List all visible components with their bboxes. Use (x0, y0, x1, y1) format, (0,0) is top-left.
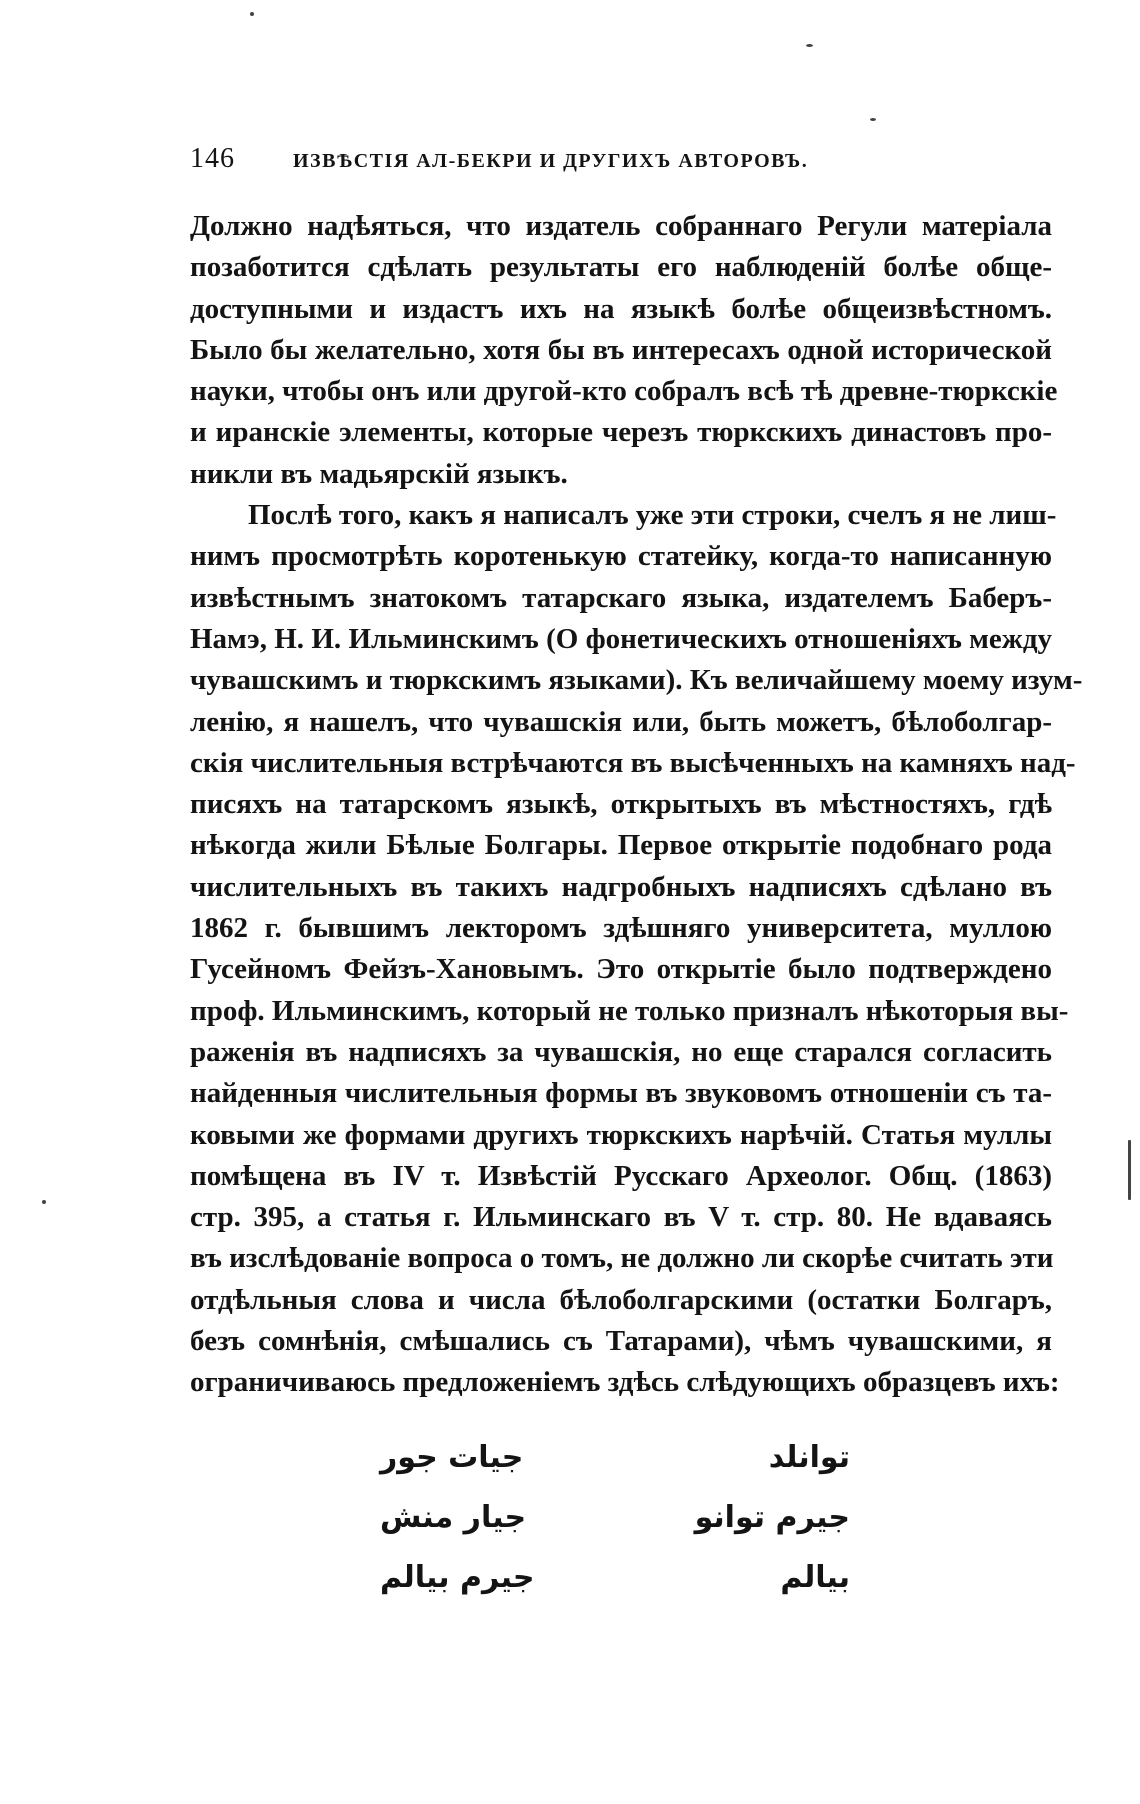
text-line: найденныя числительныя формы въ звуковомъ отношеніи съ та- (190, 1077, 1052, 1110)
text-line: ограничиваюсь предложеніемъ здѣсь слѣдующихъ образцевъ ихъ: (190, 1366, 1060, 1399)
text-line: стр. 395, а статья г. Ильминскаго въ V т. стр. 80. Не вдаваясь (190, 1201, 1052, 1234)
text-line: числительныхъ въ такихъ надгробныхъ надписяхъ сдѣлано въ (190, 870, 1052, 903)
text-line: Послѣ того, какъ я написалъ уже эти строки, счелъ я не лиш- (248, 499, 1057, 532)
text-line: ковыми же формами другихъ тюркскихъ нарѣчій. Статья муллы (190, 1118, 1052, 1151)
arabic-example-row (380, 1428, 850, 1488)
arabic-word: جيرم توانو (694, 1500, 850, 1535)
text-line: Должно надѣяться, что издатель собраннаго Регули матеріала (190, 210, 1052, 242)
text-line: науки, чтобы онъ или другой-кто собралъ всѣ тѣ древне-тюркскіе (190, 375, 1058, 408)
text-line: ленію, я нашелъ, что чувашскія или, быть можетъ, бѣлоболгар- (190, 705, 1052, 738)
text-line: позаботится сдѣлать результаты его наблюденій болѣе обще- (190, 251, 1052, 284)
arabic-example-row (380, 1548, 850, 1608)
arabic-example-row (380, 1488, 850, 1548)
text-line: писяхъ на татарскомъ языкѣ, открытыхъ въ мѣстностяхъ, гдѣ (190, 788, 1052, 821)
text-line: помѣщена въ IV т. Извѣстій Русскаго Археолог. Общ. (1863) (190, 1159, 1052, 1192)
text-line: раженія въ надписяхъ за чувашскія, но еще старался согласить (190, 1035, 1052, 1068)
scan-speck (806, 44, 813, 47)
arabic-examples (380, 1428, 850, 1608)
text-line: нимъ просмотрѣть коротенькую статейку, когда-то написанную (190, 540, 1052, 573)
text-line: отдѣльныя слова и числа бѣлоболгарскими (остатки Болгаръ, (190, 1283, 1052, 1316)
text-line: Намэ, Н. И. Ильминскимъ (О фонетическихъ отношеніяхъ между (190, 622, 1052, 655)
arabic-word: جيار منش (380, 1500, 527, 1535)
text-line: никли въ мадьярскій языкъ. (190, 457, 568, 490)
text-line: безъ сомнѣнія, смѣшались съ Татарами), чѣмъ чувашскими, я (190, 1325, 1052, 1358)
text-line: доступными и издастъ ихъ на языкѣ болѣе общеизвѣстномъ. (190, 292, 1052, 325)
text-line: нѣкогда жили Бѣлые Болгары. Первое открытіе подобнаго рода (190, 829, 1052, 862)
text-line: чувашскимъ и тюркскимъ языками). Къ величайшему моему изум- (190, 664, 1083, 697)
text-line: скія числительныя встрѣчаются въ высѣченныхъ на камняхъ над- (190, 746, 1076, 779)
arabic-word: توانلد (768, 1440, 850, 1475)
text-line: и иранскіе элементы, которые черезъ тюркскихъ династовъ про- (190, 416, 1052, 449)
arabic-word: بيالم (780, 1560, 850, 1595)
scan-edge-mark (1128, 1140, 1131, 1200)
text-line: Гусейномъ Фейзъ-Хановымъ. Это открытіе было подтверждено (190, 953, 1052, 986)
main-text (190, 206, 1083, 1404)
arabic-word: جيرم بيالم (380, 1560, 535, 1595)
text-line: 1862 г. бывшимъ лекторомъ здѣшняго университета, муллою (190, 912, 1052, 945)
arabic-word: جيات جور (380, 1440, 524, 1475)
text-line: проф. Ильминскимъ, который не только призналъ нѣкоторыя вы- (190, 994, 1069, 1027)
running-header (190, 143, 960, 183)
scan-speck (42, 1200, 46, 1204)
text-line: въ изслѣдованіе вопроса о томъ, не должно ли скорѣе считать эти (190, 1242, 1054, 1275)
scan-speck (250, 12, 254, 16)
running-title: ИЗВѢСТІЯ АЛ-БЕКРИ И ДРУГИХЪ АВТОРОВЪ. (293, 150, 809, 172)
text-line: извѣстнымъ знатокомъ татарскаго языка, издателемъ Баберъ- (190, 581, 1052, 614)
page-number: 146 (190, 143, 235, 174)
paragraph (190, 495, 1083, 1404)
paragraph (190, 206, 1058, 495)
text-line: Было бы желательно, хотя бы въ интересахъ одной исторической (190, 333, 1052, 366)
scan-speck (870, 118, 876, 121)
